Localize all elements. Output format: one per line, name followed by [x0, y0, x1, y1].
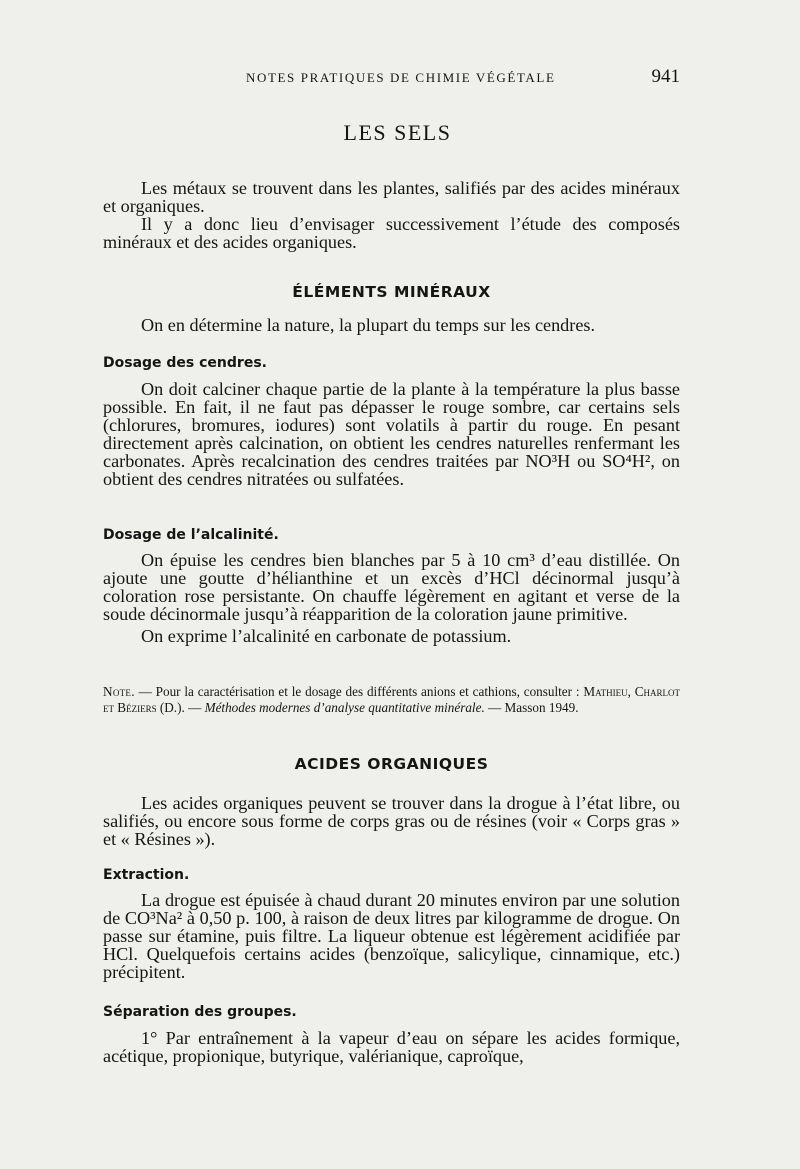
running-title: NOTES PRATIQUES DE CHIMIE VÉGÉTALE — [246, 70, 556, 85]
page-number: 941 — [651, 66, 680, 87]
intro-paragraph-2: Il y a donc lieu d’envisager successivement l’étude des composés minéraux et des acides organiques. — [103, 214, 680, 252]
subheading-separation-block — [103, 1004, 680, 1020]
page-title: LES SELS — [343, 120, 452, 145]
extraction-text: La drogue est épuisée à chaud durant 20 minutes environ par une solution de CO³Na² à 0,50 p. 100, à raison de deux litres par kilogramme de drogue. On passe sur étamine, puis filtre. La liqueur obtenue est légèrement acidifiée par HCl. Quelquefois certains acides (benzoïque, salicylique, cinnamique, etc.) précipitent. — [103, 890, 680, 982]
separation-block — [103, 1029, 680, 1065]
heading-elements-mineraux: ÉLÉMENTS MINÉRAUX — [292, 283, 491, 301]
organiques-intro: Les acides organiques peuvent se trouver dans la drogue à l’état libre, ou salifiés, ou encore sous forme de corps gras ou de résines (voir « Corps gras » et « Résines »). — [103, 793, 680, 849]
intro-paragraph-1: Les métaux se trouvent dans les plantes, salifiés par des acides minéraux et organiques. — [103, 178, 680, 216]
note-text-b: — — [184, 699, 205, 715]
extraction-block — [103, 891, 680, 981]
dosage-cendres-block — [103, 380, 680, 488]
alcalinite-block — [103, 551, 680, 645]
subheading-dosage-cendres: Dosage des cendres. — [103, 355, 267, 371]
subheading-extraction-block — [103, 867, 680, 883]
section-heading-organiques — [103, 755, 680, 773]
subheading-dosage-cendres-block — [103, 355, 680, 371]
subheading-dosage-alcalinite: Dosage de l’alcalinité. — [103, 527, 279, 543]
alcalinite-text-2: On exprime l’alcalinité en carbonate de potassium. — [141, 626, 512, 646]
note-label: Note. — [103, 684, 135, 699]
mineraux-intro-block — [103, 316, 680, 334]
note-work-title: Méthodes modernes d’analyse quantitative minérale. — [204, 699, 485, 715]
subheading-extraction: Extraction. — [103, 867, 190, 883]
section-heading-mineraux — [103, 283, 680, 301]
heading-acides-organiques: ACIDES ORGANIQUES — [294, 755, 489, 773]
note-block — [103, 684, 680, 715]
alcalinite-text-1: On épuise les cendres bien blanches par 5 à 10 cm³ d’eau distillée. On ajoute une goutte d’hélianthine et un excès d’HCl décinormal jusqu’à coloration rose persistante. On chauffe légèrement en agitant et verse de la soude décinormale jusqu’à réapparition de la coloration jaune primitive. — [103, 550, 680, 624]
separation-text: 1° Par entraînement à la vapeur d’eau on sépare les acides formique, acétique, propionique, butyrique, valérianique, caproïque, — [103, 1028, 680, 1066]
note-text-a: — Pour la caractérisation et le dosage des différents anions et cathions, consulter : — [134, 684, 584, 699]
organiques-intro-block — [103, 794, 680, 848]
subheading-alcalinite-block — [103, 527, 680, 543]
intro-block — [103, 179, 680, 251]
subheading-separation: Séparation des groupes. — [103, 1004, 297, 1020]
note-text-c: — Masson 1949. — [484, 699, 579, 715]
dosage-cendres-text: On doit calciner chaque partie de la plante à la température la plus basse possible. En fait, il ne faut pas dépasser le rouge sombre, car certains sels (chlorures, bromures, iodures) sont volatils à partir du rouge. En pesant directement après calcination, on obtient les cendres naturelles renfermant les carbonates. Après recalcination des cendres traitées par NO³H ou SO⁴H², on obtient des cendres nitratées ou sulfatées. — [103, 379, 680, 489]
mineraux-intro: On en détermine la nature, la plupart du temps sur les cendres. — [141, 315, 596, 335]
note-paragraph — [103, 684, 680, 715]
note-authors: Mathieu, Charlot et Béziers (D.). — [103, 684, 681, 715]
running-header — [103, 66, 680, 88]
